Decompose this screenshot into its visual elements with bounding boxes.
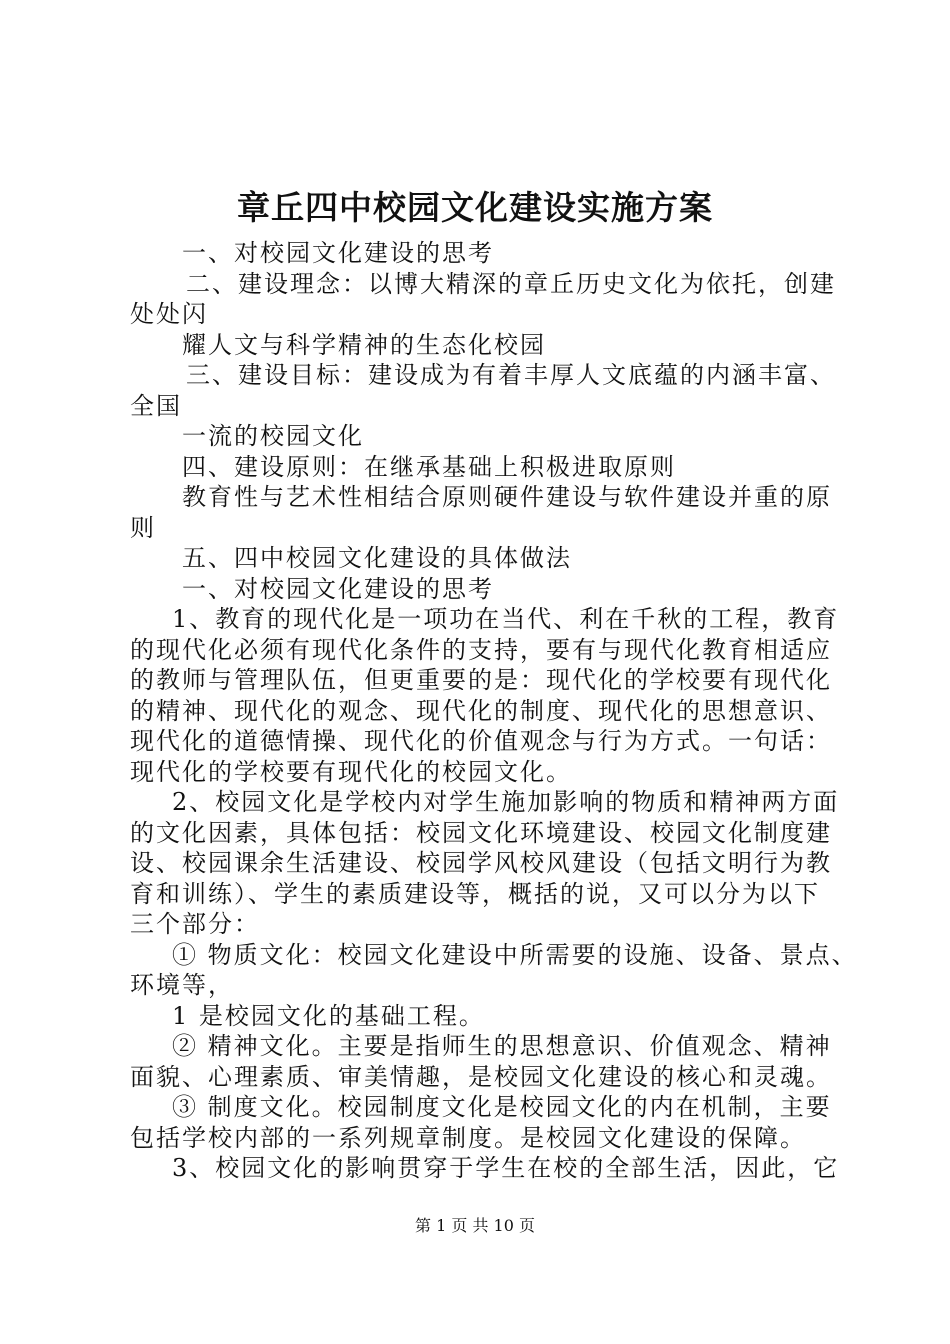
body-line: 四、建设原则：在继承基础上积极进取原则	[182, 452, 676, 481]
document-body	[130, 238, 858, 1184]
body-line: 2、校园文化是学校内对学生施加影响的物质和精神两方面	[172, 788, 840, 816]
body-line: 三个部分：	[130, 910, 260, 938]
body-line: 的教师与管理队伍，但更重要的是：现代化的学校要有现代化	[130, 666, 832, 694]
body-line: 则	[130, 513, 156, 542]
body-line: 现代化的学校要有现代化的校园文化。	[130, 757, 572, 786]
body-line: 二、建设理念：以博大精深的章丘历史文化为依托，创建	[186, 269, 836, 298]
body-line: 全国	[130, 391, 182, 420]
body-line: 一流的校园文化	[182, 422, 364, 450]
body-line: 3、校园文化的影响贯穿于学生在校的全部生活，因此，它	[172, 1154, 840, 1182]
body-line: 处处闪	[130, 300, 208, 328]
body-line: 的文化因素，具体包括：校园文化环境建设、校园文化制度建	[130, 818, 832, 847]
body-line: 三、建设目标：建设成为有着丰厚人文底蕴的内涵丰富、	[186, 361, 836, 389]
page-number-footer: 第 1 页 共 10 页	[415, 1216, 535, 1235]
body-line: 一、对校园文化建设的思考	[182, 239, 494, 267]
body-line: 育和训练）、学生的素质建设等，概括的说，又可以分为以下	[130, 879, 820, 908]
body-line: 环境等，	[130, 971, 234, 999]
body-line: 一、对校园文化建设的思考	[182, 574, 494, 603]
body-line: 的现代化必须有现代化条件的支持，要有与现代化教育相适应	[130, 635, 832, 664]
body-line: 五、四中校园文化建设的具体做法	[182, 544, 572, 572]
body-line: 1 是校园文化的基础工程。	[172, 1001, 485, 1030]
body-line: 的精神、现代化的观念、现代化的制度、现代化的思想意识、	[130, 696, 832, 725]
document-title: 章丘四中校园文化建设实施方案	[237, 188, 713, 227]
body-line: 教育性与艺术性相结合原则硬件建设与软件建设并重的原	[182, 483, 832, 511]
body-line: ② 精神文化。主要是指师生的思想意识、价值观念、精神	[172, 1032, 832, 1060]
body-line: 设、校园课余生活建设、校园学风校风建设（包括文明行为教	[130, 849, 832, 877]
body-line: 包括学校内部的一系列规章制度。是校园文化建设的保障。	[130, 1123, 806, 1152]
body-line: 面貌、心理素质、审美情趣，是校园文化建设的核心和灵魂。	[130, 1062, 832, 1091]
body-line: ③ 制度文化。校园制度文化是校园文化的内在机制，主要	[172, 1093, 832, 1121]
body-line: 现代化的道德情操、现代化的价值观念与行为方式。一句话：	[130, 727, 832, 755]
body-line: 1、教育的现代化是一项功在当代、利在千秋的工程，教育	[172, 605, 840, 633]
body-line: ① 物质文化：校园文化建设中所需要的设施、设备、景点、	[172, 940, 858, 969]
body-line: 耀人文与科学精神的生态化校园	[182, 330, 546, 359]
